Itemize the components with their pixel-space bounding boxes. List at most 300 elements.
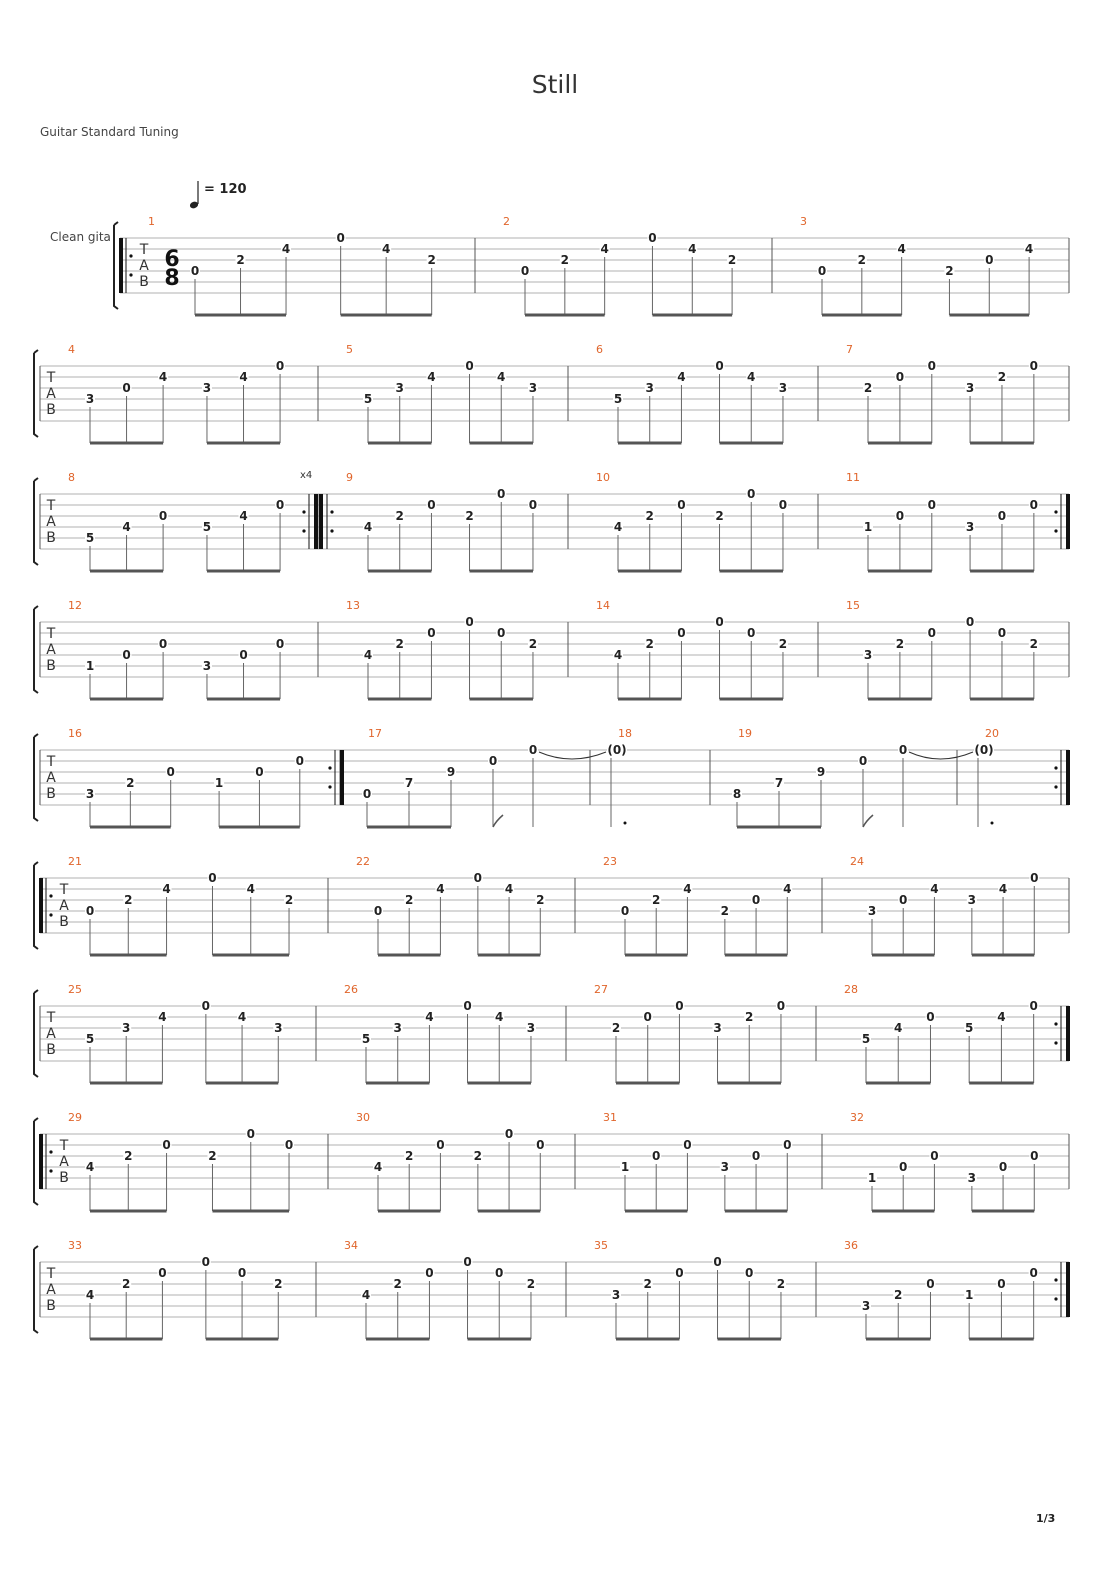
fret-number: 2 — [778, 637, 788, 651]
fret-number: 2 — [611, 1021, 621, 1035]
time-signature-bottom: 8 — [164, 266, 180, 291]
fret-number: 0 — [208, 871, 217, 885]
fret-number: 2 — [945, 264, 954, 278]
fret-number: 2 — [395, 637, 404, 651]
measure-number: 10 — [596, 471, 610, 484]
fret-number: 4 — [677, 370, 686, 384]
repeat-dot — [1054, 510, 1057, 513]
measure-number: 9 — [346, 471, 353, 484]
fret-number: 3 — [526, 1021, 536, 1035]
repeat-dot — [1054, 766, 1057, 769]
measure-number: 22 — [356, 855, 370, 868]
fret-number: 2 — [124, 1149, 133, 1163]
fret-number: 0 — [463, 999, 472, 1013]
staff-bracket — [34, 990, 38, 1077]
fret-number: 0 — [237, 1266, 247, 1280]
repeat-count: x4 — [300, 470, 313, 481]
tab-clef-t: T — [46, 1266, 56, 1282]
fret-number: 0 — [427, 626, 436, 640]
fret-number: 0 — [930, 1149, 939, 1163]
repeat-dot — [129, 254, 132, 257]
tab-clef-a: A — [46, 642, 56, 658]
repeat-dot — [330, 510, 333, 513]
fret-number: 0 — [1029, 999, 1038, 1013]
repeat-end-thick — [1066, 750, 1070, 805]
fret-number: 0 — [620, 904, 630, 918]
fret-number: 3 — [965, 381, 975, 395]
fret-number: 4 — [997, 1010, 1006, 1024]
measure-number: 13 — [346, 599, 360, 612]
fret-number: 4 — [688, 242, 697, 256]
fret-number: 2 — [536, 893, 545, 907]
repeat-dot — [302, 529, 305, 532]
fret-number: 4 — [239, 370, 248, 384]
fret-number: 2 — [427, 253, 436, 267]
tab-clef-b: B — [46, 786, 56, 802]
fret-number: 0 — [488, 754, 498, 768]
fret-number: 4 — [495, 1010, 504, 1024]
fret-number: 0 — [362, 787, 372, 801]
fret-number: 5 — [363, 392, 373, 406]
fret-number: 3 — [202, 381, 212, 395]
fret-number: 2 — [715, 509, 724, 523]
fret-number: 0 — [275, 637, 285, 651]
fret-number: 5 — [202, 520, 212, 534]
fret-number: 0 — [715, 359, 724, 373]
fret-number: 0 — [528, 498, 538, 512]
fret-number: 5 — [85, 1032, 95, 1046]
staff-bracket — [34, 606, 38, 693]
fret-number: 0 — [158, 509, 168, 523]
fret-number: 0 — [997, 1277, 1006, 1291]
repeat-dot — [49, 913, 52, 916]
tab-clef-b: B — [46, 402, 56, 418]
fret-number: (0) — [974, 743, 994, 757]
repeat-start-thick — [119, 238, 123, 293]
fret-number: 2 — [395, 509, 404, 523]
fret-number: 0 — [675, 999, 684, 1013]
repeat-dot — [129, 273, 132, 276]
fret-number: 4 — [162, 882, 171, 896]
fret-number: 2 — [208, 1149, 217, 1163]
fret-number: 0 — [246, 1127, 255, 1141]
fret-number: 5 — [861, 1032, 871, 1046]
staff-system — [114, 215, 1069, 315]
fret-number: 0 — [295, 754, 304, 768]
fret-number: 2 — [465, 509, 474, 523]
tab-clef-b: B — [46, 530, 56, 546]
fret-number: 0 — [201, 1255, 211, 1269]
measure-number: 4 — [68, 343, 75, 356]
fret-number: 3 — [202, 659, 212, 673]
fret-number: 2 — [727, 253, 737, 267]
fret-number: 5 — [613, 392, 623, 406]
fret-number: 0 — [336, 231, 345, 245]
fret-number: 3 — [528, 381, 538, 395]
fret-number: 0 — [520, 264, 530, 278]
measure-number: 32 — [850, 1111, 864, 1124]
fret-number: 1 — [214, 776, 224, 790]
fret-number: 1 — [85, 659, 95, 673]
fret-number: 4 — [930, 882, 939, 896]
measure-number: 24 — [850, 855, 864, 868]
fret-number: 2 — [863, 381, 873, 395]
fret-number: 0 — [997, 626, 1007, 640]
fret-number: 0 — [683, 1138, 692, 1152]
fret-number: 0 — [1030, 1149, 1039, 1163]
fret-number: 0 — [898, 743, 908, 757]
fret-number: 2 — [124, 893, 133, 907]
tab-clef-a: A — [46, 514, 56, 530]
repeat-dot — [1054, 1278, 1057, 1281]
fret-number: 2 — [274, 1277, 283, 1291]
repeat-dot — [49, 894, 52, 897]
tab-clef-a: A — [59, 898, 69, 914]
fret-number: 3 — [274, 1021, 283, 1035]
measure-number: 26 — [344, 983, 358, 996]
fret-number: 2 — [645, 509, 654, 523]
measure-number: 21 — [68, 855, 82, 868]
fret-number: 2 — [720, 904, 730, 918]
fret-number: 0 — [998, 1160, 1008, 1174]
fret-number: 0 — [783, 1138, 792, 1152]
repeat-end-thick — [314, 494, 318, 549]
fret-number: 0 — [751, 893, 761, 907]
fret-number: 3 — [85, 392, 95, 406]
tab-clef-a: A — [46, 1282, 56, 1298]
tab-clef-t: T — [59, 1138, 69, 1154]
fret-number: 0 — [926, 1010, 935, 1024]
fret-number: 3 — [122, 1021, 131, 1035]
tuning-label: Guitar Standard Tuning — [40, 125, 179, 139]
measure-number: 3 — [800, 215, 807, 228]
staff-system — [34, 855, 1069, 955]
staff-bracket — [34, 478, 38, 565]
measure-number: 18 — [618, 727, 632, 740]
repeat-dot — [1054, 1297, 1057, 1300]
repeat-dot — [328, 785, 331, 788]
measure-number: 30 — [356, 1111, 370, 1124]
fret-number: 0 — [751, 1149, 761, 1163]
tab-clef-a: A — [46, 386, 56, 402]
tab-clef-b: B — [46, 1042, 56, 1058]
fret-number: 4 — [158, 370, 168, 384]
fret-number: 0 — [1029, 498, 1039, 512]
fret-number: 0 — [747, 487, 756, 501]
measure-number: 12 — [68, 599, 82, 612]
fret-number: 4 — [504, 882, 514, 896]
repeat-dot — [328, 766, 331, 769]
dot-duration — [991, 822, 994, 825]
measure-number: 7 — [846, 343, 853, 356]
fret-number: 2 — [652, 893, 661, 907]
fret-number: 0 — [436, 1138, 445, 1152]
fret-number: 0 — [1029, 359, 1039, 373]
fret-number: 9 — [446, 765, 456, 779]
fret-number: 5 — [361, 1032, 371, 1046]
fret-number: 3 — [395, 381, 404, 395]
fret-number: 4 — [158, 1010, 167, 1024]
fret-number: 4 — [427, 370, 436, 384]
tie-arc — [909, 752, 973, 759]
page-number: 1/3 — [1036, 1512, 1056, 1525]
fret-number: 0 — [643, 1010, 652, 1024]
fret-number: 0 — [895, 370, 905, 384]
fret-number: 0 — [926, 1277, 935, 1291]
fret-number: 0 — [817, 264, 827, 278]
fret-number: 4 — [237, 1010, 247, 1024]
fret-number: 3 — [965, 520, 975, 534]
fret-number: 0 — [122, 648, 131, 662]
repeat-start-thick — [319, 494, 323, 549]
fret-number: 4 — [613, 648, 623, 662]
staff-system — [34, 1239, 1070, 1339]
fret-number: 5 — [85, 531, 95, 545]
dot-duration — [624, 822, 627, 825]
fret-number: 2 — [560, 253, 570, 267]
fret-number: 0 — [427, 498, 436, 512]
fret-number: 4 — [246, 882, 255, 896]
fret-number: 0 — [927, 359, 936, 373]
tab-clef-t: T — [46, 498, 56, 514]
repeat-start-thick — [39, 1134, 43, 1189]
fret-number: 1 — [964, 1288, 974, 1302]
fret-number: 3 — [393, 1021, 402, 1035]
fret-number: 2 — [526, 1277, 536, 1291]
fret-number: 4 — [363, 520, 373, 534]
measure-number: 5 — [346, 343, 353, 356]
fret-number: 4 — [381, 242, 391, 256]
fret-number: 3 — [863, 648, 873, 662]
repeat-dot — [1054, 785, 1057, 788]
tab-clef-a: A — [59, 1154, 69, 1170]
fret-number: 0 — [275, 498, 285, 512]
staff-system — [34, 599, 1069, 699]
fret-number: 2 — [1029, 637, 1039, 651]
measure-number: 15 — [846, 599, 860, 612]
fret-number: 0 — [504, 1127, 514, 1141]
staff-bracket — [34, 350, 38, 437]
measure-number: 35 — [594, 1239, 608, 1252]
repeat-dot — [330, 529, 333, 532]
fret-number: 0 — [162, 1138, 171, 1152]
fret-number: 9 — [816, 765, 826, 779]
measure-number: 14 — [596, 599, 610, 612]
fret-number: 4 — [361, 1288, 371, 1302]
fret-number: 3 — [713, 1021, 722, 1035]
fret-number: 2 — [405, 893, 414, 907]
measure-number: 8 — [68, 471, 75, 484]
staff-bracket — [34, 734, 38, 821]
tab-clef-b: B — [139, 274, 149, 290]
fret-number: 2 — [857, 253, 867, 267]
fret-number: 8 — [732, 787, 742, 801]
measure-number: 6 — [596, 343, 603, 356]
fret-number: 0 — [745, 1266, 754, 1280]
repeat-start-thick — [39, 878, 43, 933]
fret-number: 0 — [985, 253, 994, 267]
fret-number: 4 — [894, 1021, 903, 1035]
fret-number: 2 — [393, 1277, 402, 1291]
fret-number: 2 — [405, 1149, 414, 1163]
fret-number: 0 — [858, 754, 868, 768]
measure-number: 1 — [148, 215, 155, 228]
measure-number: 31 — [603, 1111, 617, 1124]
fret-number: 0 — [927, 626, 936, 640]
fret-number: 4 — [363, 648, 373, 662]
fret-number: 0 — [275, 359, 285, 373]
measure-number: 23 — [603, 855, 617, 868]
tie-arc — [539, 752, 606, 759]
repeat-dot — [302, 510, 305, 513]
fret-number: 0 — [465, 359, 474, 373]
tab-clef-a: A — [46, 1026, 56, 1042]
fret-number: 0 — [373, 904, 383, 918]
repeat-dot — [49, 1150, 52, 1153]
fret-number: 0 — [677, 626, 686, 640]
fret-number: 0 — [122, 381, 131, 395]
measure-number: 33 — [68, 1239, 82, 1252]
staff-system — [34, 727, 1070, 827]
repeat-dot — [1054, 1022, 1057, 1025]
fret-number: 4 — [897, 242, 906, 256]
fret-number: 4 — [600, 242, 609, 256]
measure-number: 2 — [503, 215, 510, 228]
fret-number: 4 — [783, 882, 792, 896]
fret-number: 0 — [239, 648, 248, 662]
fret-number: 0 — [85, 904, 95, 918]
fret-number: 0 — [747, 626, 756, 640]
time-signature-top: 6 — [164, 247, 180, 272]
fret-number: 0 — [677, 498, 686, 512]
fret-number: 1 — [863, 520, 873, 534]
fret-number: 3 — [778, 381, 788, 395]
fret-number: 0 — [899, 1160, 908, 1174]
fret-number: 0 — [473, 871, 483, 885]
measure-number: 17 — [368, 727, 382, 740]
fret-number: 2 — [236, 253, 245, 267]
tab-clef-a: A — [139, 258, 149, 274]
fret-number: 0 — [158, 1266, 167, 1280]
fret-number: 4 — [122, 520, 131, 534]
staff-system — [34, 1111, 1069, 1211]
tab-clef-t: T — [46, 1010, 56, 1026]
staff-system — [34, 470, 1070, 571]
fret-number: 0 — [1030, 871, 1039, 885]
fret-number: 0 — [675, 1266, 684, 1280]
fret-number: 0 — [895, 509, 905, 523]
fret-number: 2 — [126, 776, 135, 790]
fret-number: (0) — [607, 743, 627, 757]
fret-number: 3 — [861, 1299, 871, 1313]
fret-number: 0 — [927, 498, 936, 512]
tab-clef-b: B — [46, 658, 56, 674]
tempo-value: = 120 — [204, 182, 247, 197]
fret-number: 0 — [166, 765, 175, 779]
tab-clef-b: B — [59, 914, 69, 930]
fret-number: 0 — [497, 626, 506, 640]
staff-system — [34, 343, 1069, 443]
fret-number: 4 — [497, 370, 506, 384]
fret-number: 4 — [239, 509, 248, 523]
fret-number: 0 — [201, 999, 211, 1013]
fret-number: 3 — [85, 787, 95, 801]
fret-number: 4 — [683, 882, 692, 896]
repeat-dot — [1054, 529, 1057, 532]
repeat-end-thick — [340, 750, 344, 805]
measure-number: 28 — [844, 983, 858, 996]
fret-number: 4 — [613, 520, 623, 534]
repeat-dot — [1054, 1041, 1057, 1044]
fret-number: 2 — [473, 1149, 483, 1163]
tab-clef-t: T — [46, 370, 56, 386]
staff-bracket — [34, 862, 38, 949]
measure-number: 11 — [846, 471, 860, 484]
measure-number: 19 — [738, 727, 752, 740]
tab-clef-b: B — [46, 1298, 56, 1314]
fret-number: 1 — [867, 1171, 877, 1185]
fret-number: 0 — [713, 1255, 722, 1269]
fret-number: 0 — [1029, 1266, 1038, 1280]
fret-number: 3 — [967, 1171, 977, 1185]
fret-number: 2 — [745, 1010, 754, 1024]
fret-number: 4 — [85, 1288, 95, 1302]
fret-number: 0 — [425, 1266, 434, 1280]
fret-number: 4 — [998, 882, 1008, 896]
note-flag — [863, 815, 873, 827]
fret-number: 3 — [645, 381, 654, 395]
fret-number: 2 — [894, 1288, 903, 1302]
fret-number: 5 — [964, 1021, 974, 1035]
fret-number: 0 — [528, 743, 538, 757]
repeat-end-thick — [1066, 1262, 1070, 1317]
fret-number: 2 — [643, 1277, 652, 1291]
staff-system — [34, 983, 1070, 1083]
fret-number: 0 — [497, 487, 506, 501]
fret-number: 3 — [720, 1160, 730, 1174]
tab-clef-t: T — [59, 882, 69, 898]
fret-number: 0 — [190, 264, 200, 278]
fret-number: 2 — [645, 637, 654, 651]
fret-number: 2 — [284, 893, 294, 907]
staff-bracket — [34, 1246, 38, 1333]
tab-clef-b: B — [59, 1170, 69, 1186]
measure-number: 34 — [344, 1239, 358, 1252]
tab-clef-t: T — [139, 242, 149, 258]
fret-number: 4 — [1024, 242, 1034, 256]
tab-clef-t: T — [46, 754, 56, 770]
fret-number: 0 — [255, 765, 264, 779]
fret-number: 0 — [495, 1266, 504, 1280]
fret-number: 0 — [158, 637, 168, 651]
tempo-marking — [189, 181, 247, 209]
fret-number: 0 — [652, 1149, 661, 1163]
fret-number: 0 — [965, 615, 975, 629]
tab-clef-t: T — [46, 626, 56, 642]
fret-number: 2 — [895, 637, 905, 651]
measure-number: 36 — [844, 1239, 858, 1252]
measure-number: 29 — [68, 1111, 82, 1124]
fret-number: 0 — [997, 509, 1007, 523]
repeat-end-thick — [1066, 1006, 1070, 1061]
measure-number: 20 — [985, 727, 999, 740]
fret-number: 4 — [747, 370, 756, 384]
fret-number: 4 — [281, 242, 291, 256]
fret-number: 4 — [436, 882, 445, 896]
repeat-end-thick — [1066, 494, 1070, 549]
fret-number: 2 — [122, 1277, 131, 1291]
fret-number: 0 — [463, 1255, 472, 1269]
